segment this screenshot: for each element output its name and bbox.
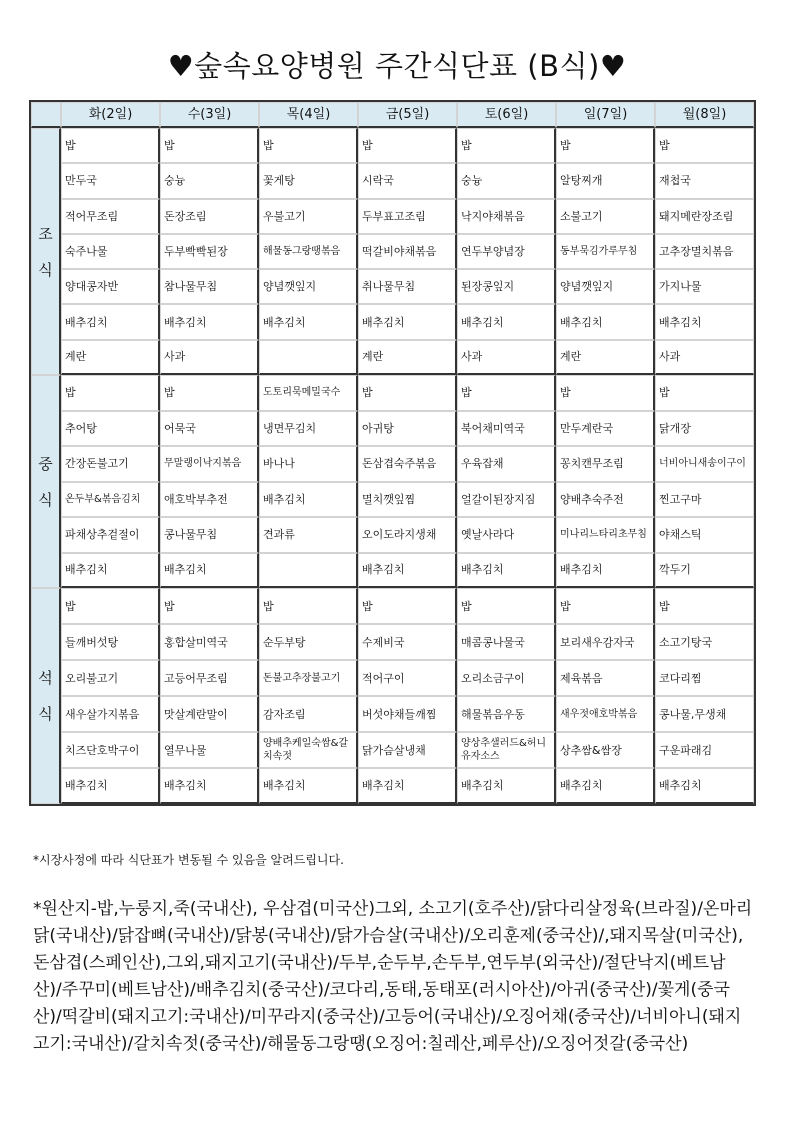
lunch-label: [31, 375, 61, 588]
day-header: 월(8일): [655, 102, 754, 128]
menu-item: 돈불고추장불고기: [259, 660, 358, 696]
menu-item: 밥: [358, 588, 457, 624]
menu-item: 양배추숙주전: [556, 482, 655, 518]
menu-item: 배추김치: [160, 768, 259, 804]
breakfast-row: [31, 234, 754, 269]
meal-label-char: 중: [38, 454, 53, 473]
day-header: 일(7일): [556, 102, 655, 128]
menu-item: 옛날사라다: [457, 517, 556, 553]
menu-item: 돈삼겹숙주볶음: [358, 446, 457, 482]
menu-item: 배추김치: [160, 553, 259, 589]
menu-item: 두부빡빡된장: [160, 234, 259, 269]
menu-item: 숭늉: [160, 163, 259, 198]
meal-label-char: 식: [38, 705, 53, 724]
day-header: 토(6일): [457, 102, 556, 128]
menu-item: 밥: [160, 128, 259, 163]
menu-item: 도토리묵메밀국수: [259, 375, 358, 411]
menu-item: 배추김치: [457, 553, 556, 589]
menu-item: 배추김치: [61, 553, 160, 589]
menu-item: 밥: [457, 588, 556, 624]
menu-item: 꽁치캔무조림: [556, 446, 655, 482]
menu-item: 북어채미역국: [457, 411, 556, 447]
menu-item: 야채스틱: [655, 517, 754, 553]
menu-item: 밥: [655, 128, 754, 163]
menu-item: 사과: [160, 340, 259, 375]
menu-item: 밥: [457, 375, 556, 411]
menu-item: 콩나물무침: [160, 517, 259, 553]
menu-item: 파채상추겉절이: [61, 517, 160, 553]
menu-item: 오리불고기: [61, 660, 160, 696]
menu-item: 양대콩자반: [61, 269, 160, 304]
menu-item: 양념깻잎지: [259, 269, 358, 304]
day-header: 금(5일): [358, 102, 457, 128]
menu-item: 참나물무침: [160, 269, 259, 304]
menu-item: 우불고기: [259, 199, 358, 234]
breakfast-row: [31, 199, 754, 234]
menu-item: 돼지메란장조림: [655, 199, 754, 234]
dinner-row: [31, 732, 754, 768]
menu-item: 숙주나물: [61, 234, 160, 269]
menu-item: 밥: [61, 128, 160, 163]
menu-item: 미나리느타리초무침: [556, 517, 655, 553]
menu-item: 고등어무조림: [160, 660, 259, 696]
menu-item: 무말랭이낙지볶음: [160, 446, 259, 482]
lunch-row: [31, 411, 754, 447]
menu-item: 배추김치: [358, 553, 457, 589]
header-corner: [31, 102, 61, 128]
menu-item: 적어무조림: [61, 199, 160, 234]
menu-item: 밥: [655, 588, 754, 624]
menu-item: 보리새우감자국: [556, 624, 655, 660]
menu-item: 동부묵김가루무침: [556, 234, 655, 269]
menu-item: 닭가슴살냉채: [358, 732, 457, 768]
menu-item: 사과: [457, 340, 556, 375]
menu-item: 배추김치: [556, 768, 655, 804]
menu-item: 밥: [259, 128, 358, 163]
menu-item: 밥: [556, 588, 655, 624]
menu-item: 간장돈불고기: [61, 446, 160, 482]
menu-item: 배추김치: [457, 768, 556, 804]
meal-label-char: 식: [38, 260, 53, 279]
breakfast-row: [31, 163, 754, 198]
menu-item: 새우젓애호박볶음: [556, 696, 655, 732]
menu-item: 견과류: [259, 517, 358, 553]
menu-item: 밥: [160, 588, 259, 624]
menu-item: 밥: [556, 128, 655, 163]
menu-item: [259, 340, 358, 375]
meal-label-char: 식: [38, 490, 53, 509]
menu-item: 밥: [358, 128, 457, 163]
menu-item: 배추김치: [556, 304, 655, 339]
menu-item: 배추김치: [457, 304, 556, 339]
menu-item: 배추김치: [556, 553, 655, 589]
menu-item: 추어탕: [61, 411, 160, 447]
menu-item: 숭늉: [457, 163, 556, 198]
menu-item: 사과: [655, 340, 754, 375]
lunch-row: [31, 446, 754, 482]
day-header: 화(2일): [61, 102, 160, 128]
menu-item: 배추김치: [61, 304, 160, 339]
menu-item: 치즈단호박구이: [61, 732, 160, 768]
day-header: 목(4일): [259, 102, 358, 128]
dinner-row: [31, 768, 754, 804]
lunch-row: [31, 375, 754, 411]
menu-item: 배추김치: [61, 768, 160, 804]
menu-item: 구운파래김: [655, 732, 754, 768]
menu-item: 시락국: [358, 163, 457, 198]
menu-item: 재첩국: [655, 163, 754, 198]
menu-item: 오리소금구이: [457, 660, 556, 696]
menu-item: 어묵국: [160, 411, 259, 447]
menu-item: 낙지야채볶음: [457, 199, 556, 234]
menu-item: 닭개장: [655, 411, 754, 447]
menu-item: 밥: [556, 375, 655, 411]
menu-item: 밥: [358, 375, 457, 411]
lunch-row: [31, 517, 754, 553]
menu-item: 가지나물: [655, 269, 754, 304]
menu-item: 상추쌈&쌈장: [556, 732, 655, 768]
menu-item: 밥: [655, 375, 754, 411]
menu-item: 배추김치: [160, 304, 259, 339]
menu-item: 밥: [61, 375, 160, 411]
dinner-row: [31, 624, 754, 660]
menu-item: 두부표고조림: [358, 199, 457, 234]
menu-item: 바나나: [259, 446, 358, 482]
day-header: 수(3일): [160, 102, 259, 128]
menu-item: 양배추케일숙쌈&갈치속젓: [259, 732, 358, 768]
menu-item: 배추김치: [259, 768, 358, 804]
menu-item: 멸치깻잎찜: [358, 482, 457, 518]
menu-item: 찐고구마: [655, 482, 754, 518]
breakfast-row: [31, 128, 754, 163]
menu-item: 버섯야채들깨찜: [358, 696, 457, 732]
menu-item: 맛살계란말이: [160, 696, 259, 732]
meal-label-char: 석: [38, 669, 53, 688]
day-header-row: [31, 102, 754, 128]
menu-item: 매콤콩나물국: [457, 624, 556, 660]
menu-item: 콩나물,무생채: [655, 696, 754, 732]
menu-item: 만두국: [61, 163, 160, 198]
menu-item: 홍합살미역국: [160, 624, 259, 660]
menu-item: 양상추샐러드&허니유자소스: [457, 732, 556, 768]
dinner-label: [31, 588, 61, 804]
meal-label-char: 조: [38, 224, 53, 243]
menu-item: 취나물무침: [358, 269, 457, 304]
menu-item: [259, 553, 358, 589]
menu-item: 떡갈비야채볶음: [358, 234, 457, 269]
menu-item: 소고기탕국: [655, 624, 754, 660]
menu-item: 양념깻잎지: [556, 269, 655, 304]
menu-item: 수제비국: [358, 624, 457, 660]
lunch-row: [31, 553, 754, 589]
menu-item: 된장콩잎지: [457, 269, 556, 304]
menu-item: 밥: [160, 375, 259, 411]
menu-item: 계란: [358, 340, 457, 375]
menu-item: 배추김치: [358, 768, 457, 804]
menu-item: 연두부양념장: [457, 234, 556, 269]
menu-item: 알탕찌개: [556, 163, 655, 198]
menu-item: 밥: [61, 588, 160, 624]
menu-item: 배추김치: [655, 304, 754, 339]
menu-item: 제육볶음: [556, 660, 655, 696]
menu-item: 만두계란국: [556, 411, 655, 447]
menu-item: 애호박부추전: [160, 482, 259, 518]
origin-notice: *원산지-밥,누룽지,죽(국내산), 우삼겹(미국산)그외, 소고기(호주산)/닭다리살정육(브라질)/온마리닭(국내산)/닭잡뼈(국내산)/닭봉(국내산)/닭가슴살(국내산)/오리훈제(중국산)/,돼지목살(미국산),돈삼겹(스페인산),그외,돼지고기(국내산)/두부,순두부,손두부,연두부(외국산)/절단낙지(베트남산)/주꾸미(베트남산)/배추김치(중국산)/코다리,동태,동태포(러시아산)/아귀(중국산)/꽃게(중국산)/떡갈비(돼지고기:국내산)/미꾸라지(중국산)/고등어(국내산)/오징어채(중국산)/너비아니(돼지고기:국내산)/갈치속젓(중국산)/해물동그랑땡(오징어:칠레산,페루산)/오징어젓갈(중국산): [33, 899, 753, 1054]
menu-item: 새우살가지볶음: [61, 696, 160, 732]
menu-item: 배추김치: [259, 304, 358, 339]
menu-item: 배추김치: [655, 768, 754, 804]
menu-item: 오이도라지생채: [358, 517, 457, 553]
menu-item: 순두부탕: [259, 624, 358, 660]
menu-item: 계란: [61, 340, 160, 375]
menu-item: 배추김치: [259, 482, 358, 518]
menu-item: 돈장조림: [160, 199, 259, 234]
menu-item: 계란: [556, 340, 655, 375]
menu-item: 고추장멸치볶음: [655, 234, 754, 269]
page-title: ♥숲속요양병원 주간식단표 (B식)♥: [167, 49, 627, 83]
price-change-notice: *시장사정에 따라 식단표가 변동될 수 있음을 알려드립니다.: [33, 853, 344, 867]
menu-item: 밥: [457, 128, 556, 163]
menu-item: 소불고기: [556, 199, 655, 234]
dinner-row: [31, 660, 754, 696]
menu-item: 우육잡채: [457, 446, 556, 482]
menu-item: 냉면무김치: [259, 411, 358, 447]
menu-item: 깍두기: [655, 553, 754, 589]
breakfast-row: [31, 340, 754, 375]
breakfast-row: [31, 269, 754, 304]
menu-item: 해물볶음우동: [457, 696, 556, 732]
breakfast-row: [31, 304, 754, 339]
menu-item: 온두부&볶음김치: [61, 482, 160, 518]
dinner-row: [31, 588, 754, 624]
menu-item: 배추김치: [358, 304, 457, 339]
menu-item: 꽃게탕: [259, 163, 358, 198]
menu-item: 너비아니새송이구이: [655, 446, 754, 482]
menu-item: 밥: [259, 588, 358, 624]
menu-item: 감자조림: [259, 696, 358, 732]
weekly-menu-table: [29, 100, 756, 806]
menu-item: 들깨버섯탕: [61, 624, 160, 660]
menu-item: 얼갈이된장지짐: [457, 482, 556, 518]
menu-item: 해물동그랑땡볶음: [259, 234, 358, 269]
menu-item: 열무나물: [160, 732, 259, 768]
menu-item: 적어구이: [358, 660, 457, 696]
lunch-row: [31, 482, 754, 518]
menu-item: 코다리찜: [655, 660, 754, 696]
dinner-row: [31, 696, 754, 732]
breakfast-label: [31, 128, 61, 375]
menu-item: 아귀탕: [358, 411, 457, 447]
